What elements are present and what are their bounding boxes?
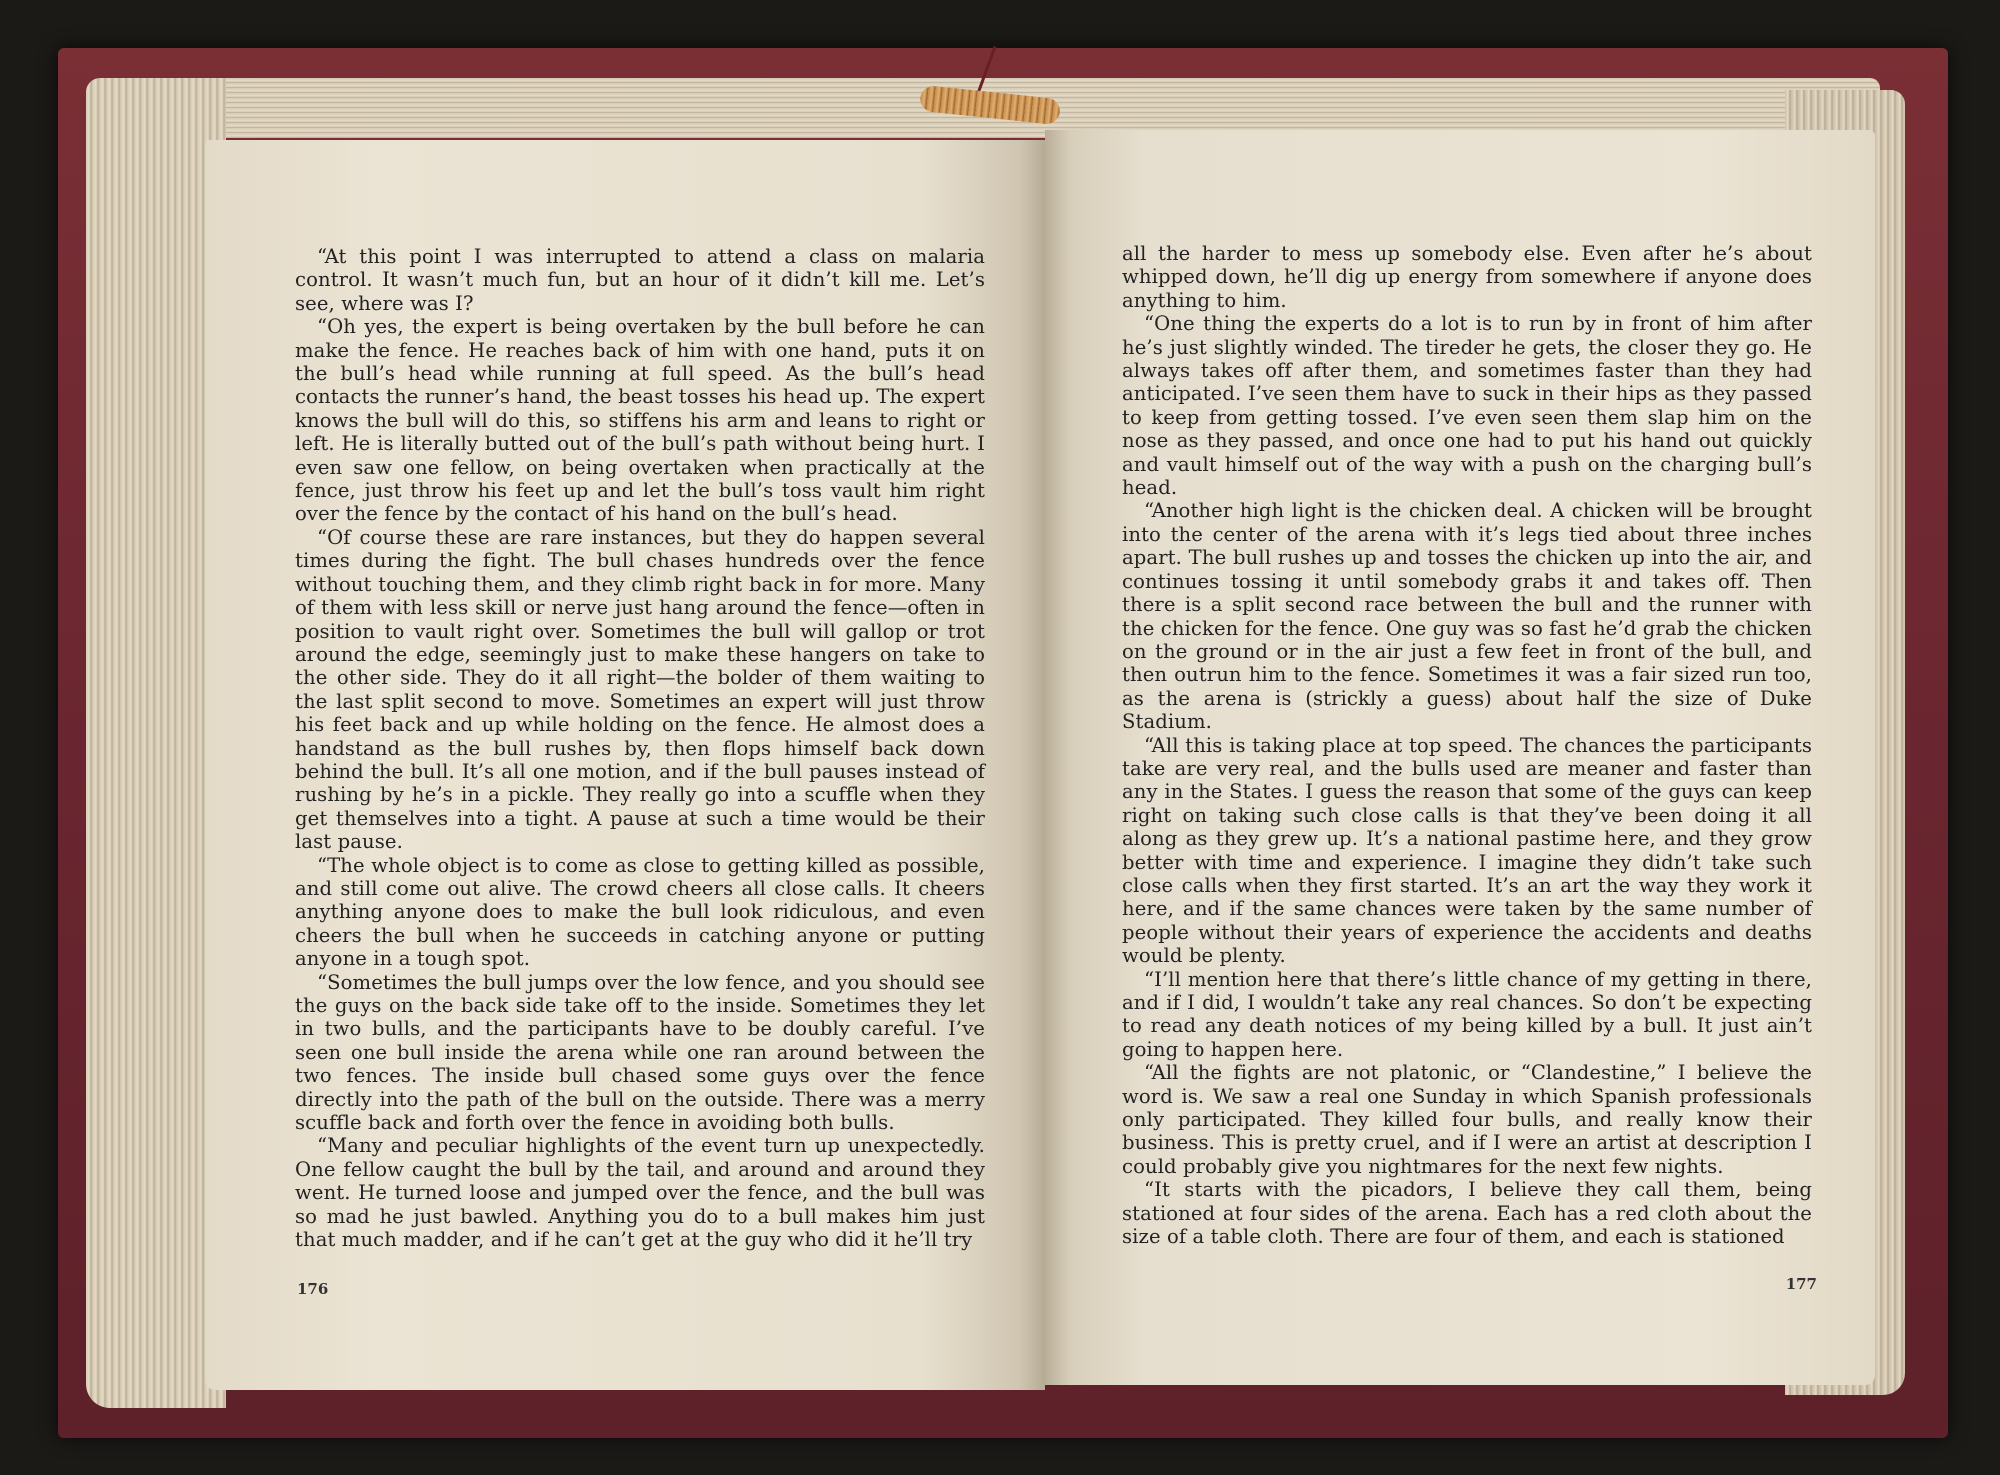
left-page-text: [295, 245, 985, 1251]
paragraph-continuation: all the harder to mess up somebody else. Even after he’s about whipped down, he’ll dig up energy from somewhere if anyone does anything to him.: [1122, 242, 1812, 312]
paragraph: “It starts with the picadors, I believe they call them, being stationed at four sides of the arena. Each has a red cloth about the size of a table cloth. There are four of them, and each is stationed: [1122, 1178, 1812, 1249]
spine-headband: [920, 70, 1070, 130]
paragraph: “Many and peculiar highlights of the event turn up unexpectedly. One fellow caught the bull by the tail, and around and around they went. He turned loose and jumped over the fence, and the bull was so mad he just bawled. Anything you do to a bull makes him just that much madder, and if he can’t get at the guy who did it he’ll try: [295, 1134, 985, 1252]
paragraph: “All this is taking place at top speed. The chances the participants take are very real, and the bulls used are meaner and faster than any in the States. I guess the reason that some of the guys can keep right on taking such close calls is that they’ve been doing it all along as they grew up. It’s a national pastime here, and they grow better with time and experience. I imagine they didn’t take such close calls when they first started. It’s an art the way they work it here, and if the same chances were taken by the same number of people without their years of experience the accidents and deaths would be plenty.: [1122, 733, 1812, 968]
page-number: 177: [1785, 1275, 1817, 1293]
paragraph: “Oh yes, the expert is being overtaken by the bull before he can make the fence. He reaches back of him with one hand, puts it on the bull’s head while running at full speed. As the bull’s head contacts the runner’s hand, the beast tosses his head up. The expert knows the bull will do this, so stiffens his arm and leans to right or left. He is literally butted out of the bull’s path without being hurt. I even saw one fellow, on being overtaken when practically at the fence, just throw his feet up and let the bull’s toss vault him right over the fence by the contact of his hand on the bull’s head.: [295, 315, 985, 526]
page-number: 176: [297, 1280, 329, 1298]
paragraph: “One thing the experts do a lot is to run by in front of him after he’s just slightly winded. The tireder he gets, the closer they go. He always takes off after them, and sometimes faster than they had anticipated. I’ve seen them have to suck in their hips as they passed to keep from getting tossed. I’ve even seen them slap him on the nose as they passed, and once one had to put his hand out quickly and vault himself out of the way with a push on the charging bull’s head.: [1122, 312, 1812, 500]
paragraph: “Of course these are rare instances, but they do happen several times during the fight. The bull chases hundreds over the fence without touching them, and they climb right back in for more. Many of them with less skill or nerve just hang around the fence—often in position to vault right over. Sometimes the bull will gallop or trot around the edge, seemingly just to make these hangers on take to the other side. They do it all right—the bolder of them waiting to the last split second to move. Sometimes an expert will just throw his feet back and up while holding on the fence. He almost does a handstand as the bull rushes by, then flops himself back down behind the bull. It’s all one motion, and if the bull pauses instead of rushing by he’s in a pickle. They really go into a scuffle when they get themselves into a tight. A pause at such a time would be their last pause.: [295, 525, 985, 854]
right-page-text: [1122, 242, 1812, 1248]
paragraph: “Another high light is the chicken deal. A chicken will be brought into the center of the arena with it’s legs tied about three inches apart. The bull rushes up and tosses the chicken up into the air, and continues tossing it until somebody grabs it and takes off. Then there is a split second race between the bull and the runner with the chicken for the fence. One guy was so fast he’d grab the chicken on the ground or in the air just a few feet in front of the bull, and then outrun him to the fence. Sometimes it was a fair sized run too, as the arena is (strickly a guess) about half the size of Duke Stadium.: [1122, 499, 1812, 734]
paragraph: “I’ll mention here that there’s little chance of my getting in there, and if I did, I wouldn’t take any real chances. So don’t be expecting to read any death notices of my being killed by a bull. It just ain’t going to happen here.: [1122, 967, 1812, 1061]
paragraph: “Sometimes the bull jumps over the low fence, and you should see the guys on the back side take off to the inside. Sometimes they let in two bulls, and the participants have to be doubly careful. I’ve seen one bull inside the arena while one ran around between the two fences. The inside bull chased some guys over the fence directly into the path of the bull on the outside. There was a merry scuffle back and forth over the fence in avoiding both bulls.: [295, 970, 985, 1135]
paragraph: “All the fights are not platonic, or “Clandestine,” I believe the word is. We saw a real one Sunday in which Spanish professionals only participated. They killed four bulls, and really know their business. This is pretty cruel, and if I were an artist at description I could probably give you nightmares for the next few nights.: [1122, 1061, 1812, 1178]
headband: [919, 85, 1061, 125]
paragraph: “The whole object is to come as close to getting killed as possible, and still come out alive. The crowd cheers all close calls. It cheers anything anyone does to make the bull look ridiculous, and even cheers the bull when he succeeds in catching anyone or putting anyone in a tough spot.: [295, 853, 985, 971]
paragraph: “At this point I was interrupted to attend a class on malaria control. It wasn’t much fun, but an hour of it didn’t kill me. Let’s see, where was I?: [295, 245, 985, 315]
left-page: [205, 140, 1045, 1390]
right-page: [1045, 130, 1875, 1385]
